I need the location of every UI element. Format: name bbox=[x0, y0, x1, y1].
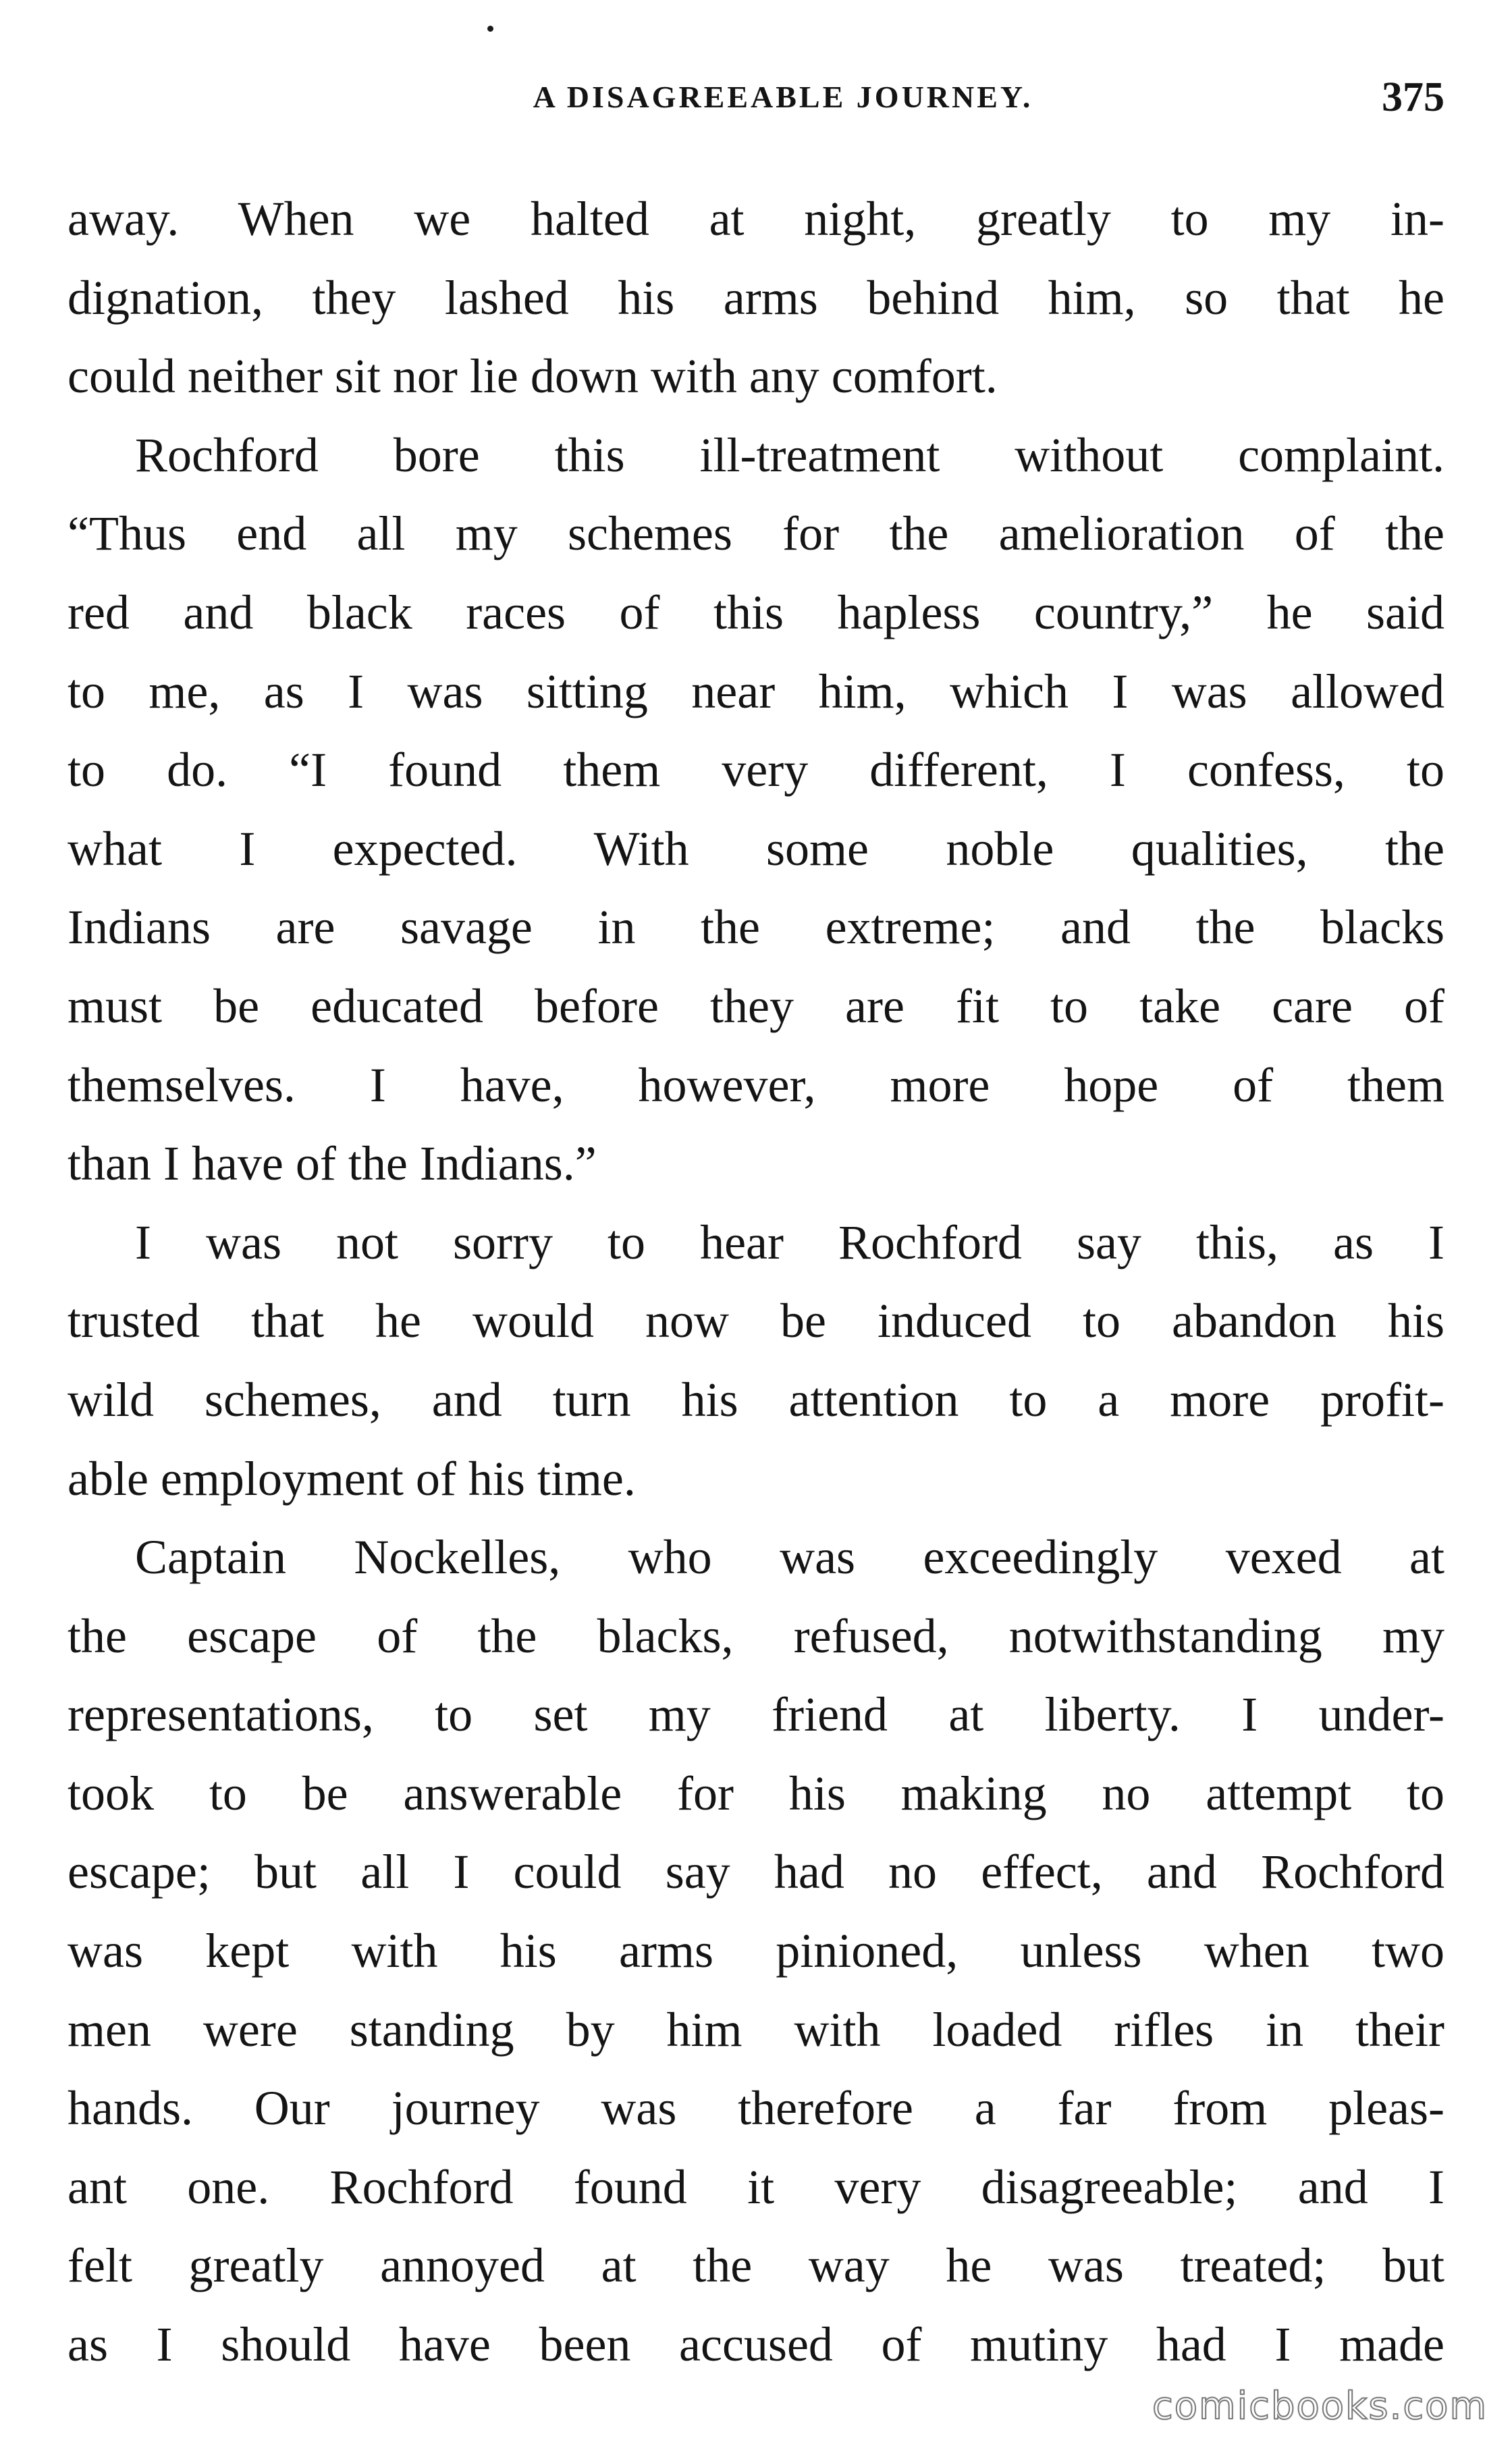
text-line: trusted that he would now be induced to abandon his bbox=[68, 1294, 1444, 1348]
text-line: must be educated before they are fit to take care of bbox=[68, 978, 1444, 1033]
text-line: to me, as I was sitting near him, which I was allowed bbox=[68, 664, 1444, 718]
text-line: ant one. Rochford found it very disagreeable; and I bbox=[68, 2159, 1444, 2214]
watermark: comicbooks.com bbox=[1152, 2384, 1488, 2428]
text-line: hands. Our journey was therefore a far from pleas- bbox=[68, 2081, 1444, 2136]
running-title: A DISAGREEABLE JOURNEY. bbox=[533, 80, 1033, 114]
text-line: red and black races of this hapless country,” he said bbox=[68, 585, 1444, 639]
text-line: took to be answerable for his making no attempt to bbox=[68, 1766, 1444, 1820]
text-line: men were standing by him with loaded rifles in their bbox=[68, 2002, 1444, 2057]
text-line: wild schemes, and turn his attention to a more profit- bbox=[68, 1372, 1444, 1427]
paragraph-first-line: Rochford bore this ill-treatment without complaint. bbox=[135, 427, 1444, 482]
text-line: the escape of the blacks, refused, notwithstanding my bbox=[68, 1608, 1444, 1663]
text-line: themselves. I have, however, more hope of them bbox=[68, 1057, 1444, 1112]
ink-speck bbox=[487, 26, 493, 32]
page-header bbox=[68, 70, 1444, 124]
text-line: to do. “I found them very different, I confess, to bbox=[68, 743, 1444, 797]
paragraph-first-line: I was not sorry to hear Rochford say this, as I bbox=[135, 1215, 1444, 1269]
body-text bbox=[68, 180, 1444, 2384]
text-line: escape; but all I could say had no effect, and Rochford bbox=[68, 1845, 1444, 1899]
text-line: than I have of the Indians.” bbox=[68, 1136, 597, 1191]
text-line: could neither sit nor lie down with any comfort. bbox=[68, 349, 998, 404]
text-line: Indians are savage in the extreme; and the blacks bbox=[68, 900, 1444, 955]
text-line: able employment of his time. bbox=[68, 1451, 636, 1506]
text-line: as I should have been accused of mutiny had I made bbox=[68, 2317, 1444, 2372]
paragraph-first-line: Captain Nockelles, who was exceedingly vexed at bbox=[135, 1530, 1444, 1585]
text-line: “Thus end all my schemes for the amelioration of the bbox=[68, 506, 1444, 561]
text-line: dignation, they lashed his arms behind him, so that he bbox=[68, 270, 1444, 325]
text-line: what I expected. With some noble qualities, the bbox=[68, 821, 1444, 876]
text-line: felt greatly annoyed at the way he was treated; but bbox=[68, 2238, 1444, 2293]
text-line: representations, to set my friend at liberty. I under- bbox=[68, 1687, 1444, 1742]
text-line: away. When we halted at night, greatly to my in- bbox=[68, 192, 1444, 246]
page-number: 375 bbox=[1382, 74, 1444, 120]
text-line: was kept with his arms pinioned, unless when two bbox=[68, 1924, 1444, 1978]
